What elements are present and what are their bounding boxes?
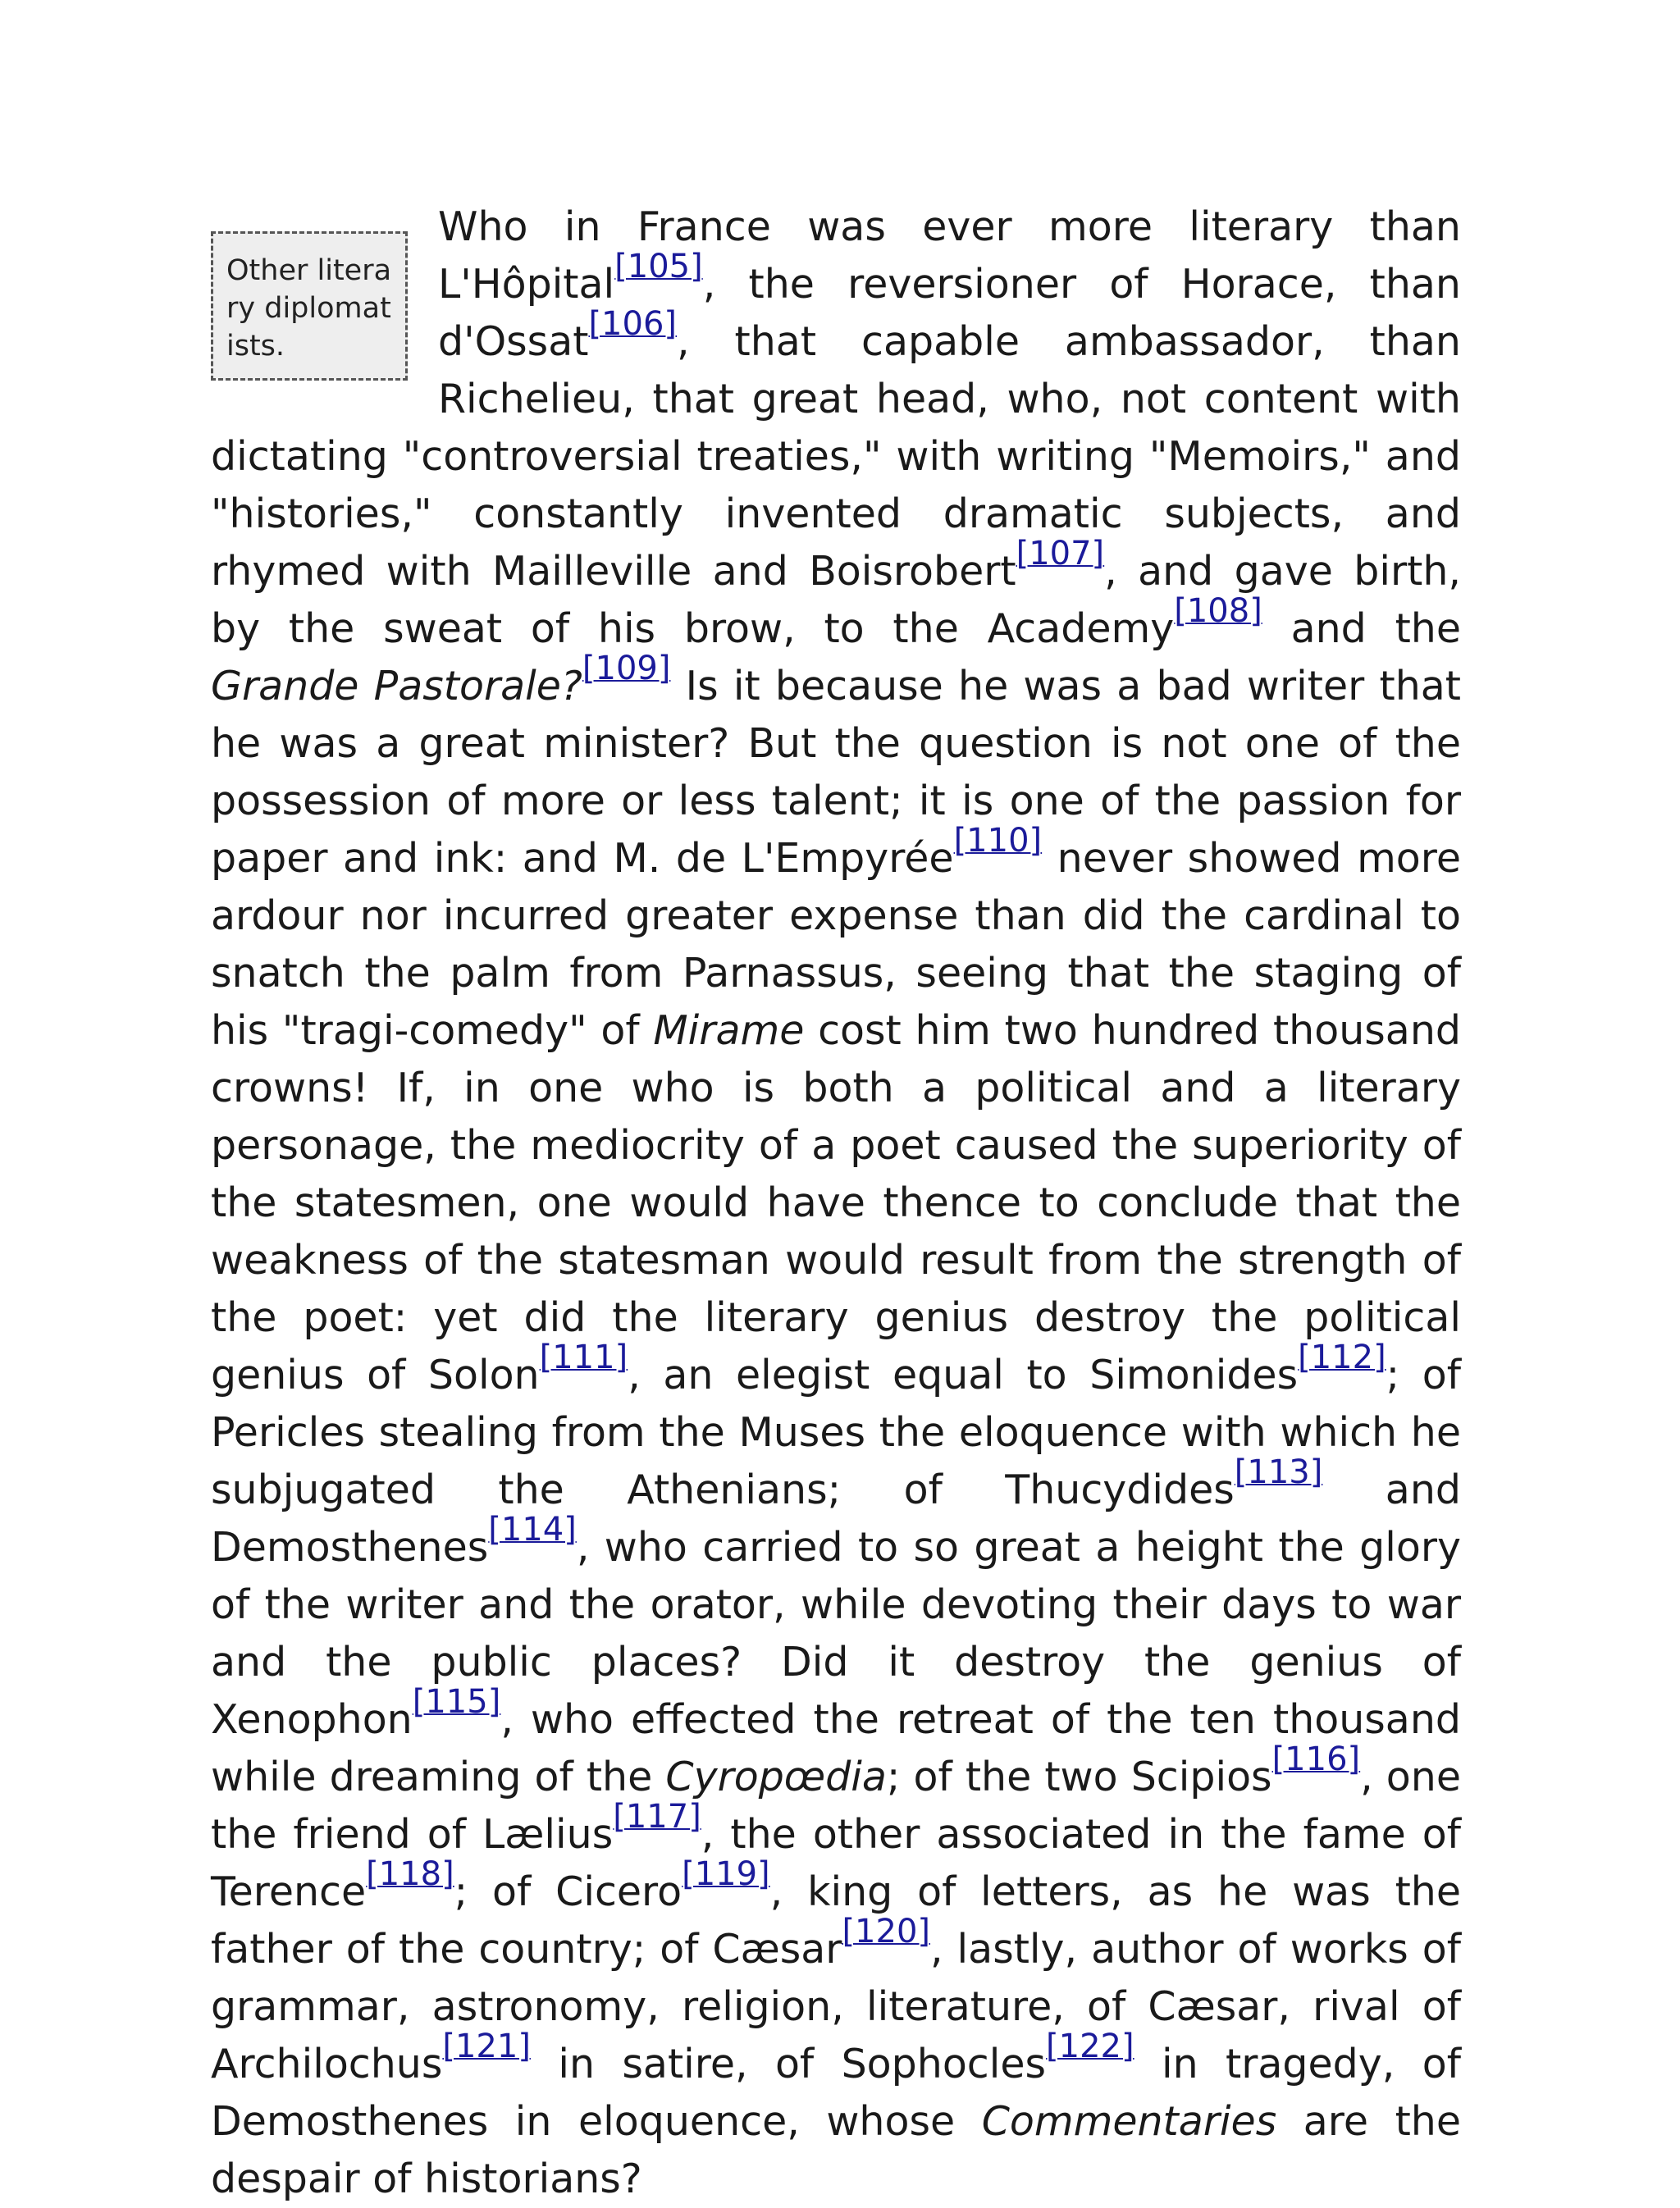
footnote-link-113[interactable]: [113]	[1234, 1453, 1323, 1492]
text-segment: , who effected the retreat of the ten thousand while dreaming of the	[211, 1696, 1461, 1800]
text-segment: cost him two hundred thousand crowns! If, in one who is both a political and a literary personage, the mediocrity of a poet caused the superiority of the statesmen, one would have thence to conclude that the weakness of the statesman would result from the strength of the poet: yet did the literary genius destroy the political genius of Solon	[211, 1007, 1461, 1398]
footnote-link-122[interactable]: [122]	[1046, 2028, 1134, 2066]
footnote-ref[interactable]	[582, 650, 671, 687]
footnote-ref[interactable]	[1016, 535, 1105, 573]
footnote-ref[interactable]	[1235, 1453, 1323, 1491]
footnote-link-121[interactable]: [121]	[442, 2028, 531, 2066]
text-segment: , king of letters, as he was the father of the country; of Cæsar	[211, 1868, 1461, 1973]
text-segment: ; of the two Scipios	[886, 1754, 1272, 1800]
footnote-ref[interactable]	[442, 2028, 531, 2065]
text-segment: are the despair of historians?	[211, 2098, 1461, 2202]
footnote-link-106[interactable]: [106]	[588, 305, 678, 344]
text-segment: , the reversioner of Horace, than d'Ossat	[438, 261, 1461, 365]
text-segment: and the	[1262, 605, 1461, 652]
italic-title: Commentaries	[981, 2098, 1277, 2145]
text-segment: Is it because he was a bad writer that he was a great minister? But the question is not one of the possession of more or less talent; it is one of the passion for paper and ink: and M. de L'Empyrée	[211, 663, 1461, 882]
footnote-ref[interactable]	[588, 305, 677, 343]
text-segment: , that capable ambassador, than Richelieu, that great head, who, not content with dictating "controversial treaties," with writing "Memoirs," and "histories," constantly invented dramatic subjects, and rhymed with Mailleville and Boisrobert	[211, 318, 1461, 595]
footnote-ref[interactable]	[413, 1683, 501, 1721]
text-segment: ; of Pericles stealing from the Muses the eloquence with which he subjugated the Athenians; of Thucydides	[211, 1352, 1461, 1513]
footnote-ref[interactable]	[954, 822, 1043, 860]
main-paragraph	[211, 198, 1461, 2208]
footnote-link-119[interactable]: [119]	[682, 1855, 770, 1894]
footnote-link-108[interactable]: [108]	[1174, 592, 1262, 631]
footnote-link-112[interactable]: [112]	[1298, 1339, 1386, 1377]
footnote-link-110[interactable]: [110]	[953, 822, 1043, 860]
footnote-ref[interactable]	[1046, 2028, 1134, 2065]
footnote-link-107[interactable]: [107]	[1016, 535, 1105, 573]
text-segment: never showed more ardour nor incurred greater expense than did the cardinal to snatch the palm from Parnassus, seeing that the staging of his "tragi-comedy" of	[211, 835, 1461, 1054]
text-segment: , and gave birth, by the sweat of his brow, to the Academy	[211, 548, 1461, 652]
footnote-ref[interactable]	[842, 1913, 930, 1950]
footnote-link-109[interactable]: [109]	[582, 650, 671, 688]
footnote-link-116[interactable]: [116]	[1271, 1740, 1361, 1779]
footnote-ref[interactable]	[540, 1339, 628, 1376]
text-segment: in satire, of Sophocles	[530, 2041, 1047, 2087]
text-segment: , one the friend of Lælius	[211, 1754, 1461, 1858]
text-segment: , an elegist equal to Simonides	[628, 1352, 1299, 1398]
footnote-ref[interactable]	[1174, 592, 1262, 630]
footnote-link-117[interactable]: [117]	[613, 1798, 701, 1836]
text-segment: Who in France was ever more literary than L'Hôpital	[438, 203, 1461, 308]
footnote-ref[interactable]	[613, 1798, 701, 1836]
footnote-ref[interactable]	[682, 1855, 770, 1893]
footnote-link-105[interactable]: [105]	[614, 248, 703, 286]
footnote-link-115[interactable]: [115]	[412, 1683, 501, 1722]
italic-title: Mirame	[653, 1007, 805, 1054]
footnote-ref[interactable]	[1298, 1339, 1386, 1376]
footnote-link-118[interactable]: [118]	[366, 1855, 454, 1894]
italic-title: Grande Pastorale?	[211, 663, 582, 709]
italic-title: Cyropœdia	[665, 1754, 887, 1800]
text-segment: ; of Cicero	[454, 1868, 682, 1915]
text-segment: , who carried to so great a height the glory of the writer and the orator, while devoting their days to war and the public places? Did it destroy the genius of Xenophon	[211, 1524, 1461, 1743]
text-segment: , the other associated in the fame of Terence	[211, 1811, 1461, 1915]
footnote-link-114[interactable]: [114]	[488, 1511, 577, 1549]
footnote-ref[interactable]	[1272, 1740, 1361, 1778]
footnote-ref[interactable]	[366, 1855, 454, 1893]
footnote-ref[interactable]	[488, 1511, 577, 1549]
footnote-link-111[interactable]: [111]	[539, 1339, 628, 1377]
text-segment: in tragedy, of Demosthenes in eloquence, whose	[211, 2041, 1461, 2145]
footnote-link-120[interactable]: [120]	[842, 1913, 931, 1951]
footnote-ref[interactable]	[614, 248, 703, 285]
text-segment: and Demosthenes	[211, 1467, 1461, 1571]
sidenote: Other literary diplomatists.	[211, 231, 408, 381]
text-segment: , lastly, author of works of grammar, astronomy, religion, literature, of Cæsar, rival of Archilochus	[211, 1926, 1462, 2087]
